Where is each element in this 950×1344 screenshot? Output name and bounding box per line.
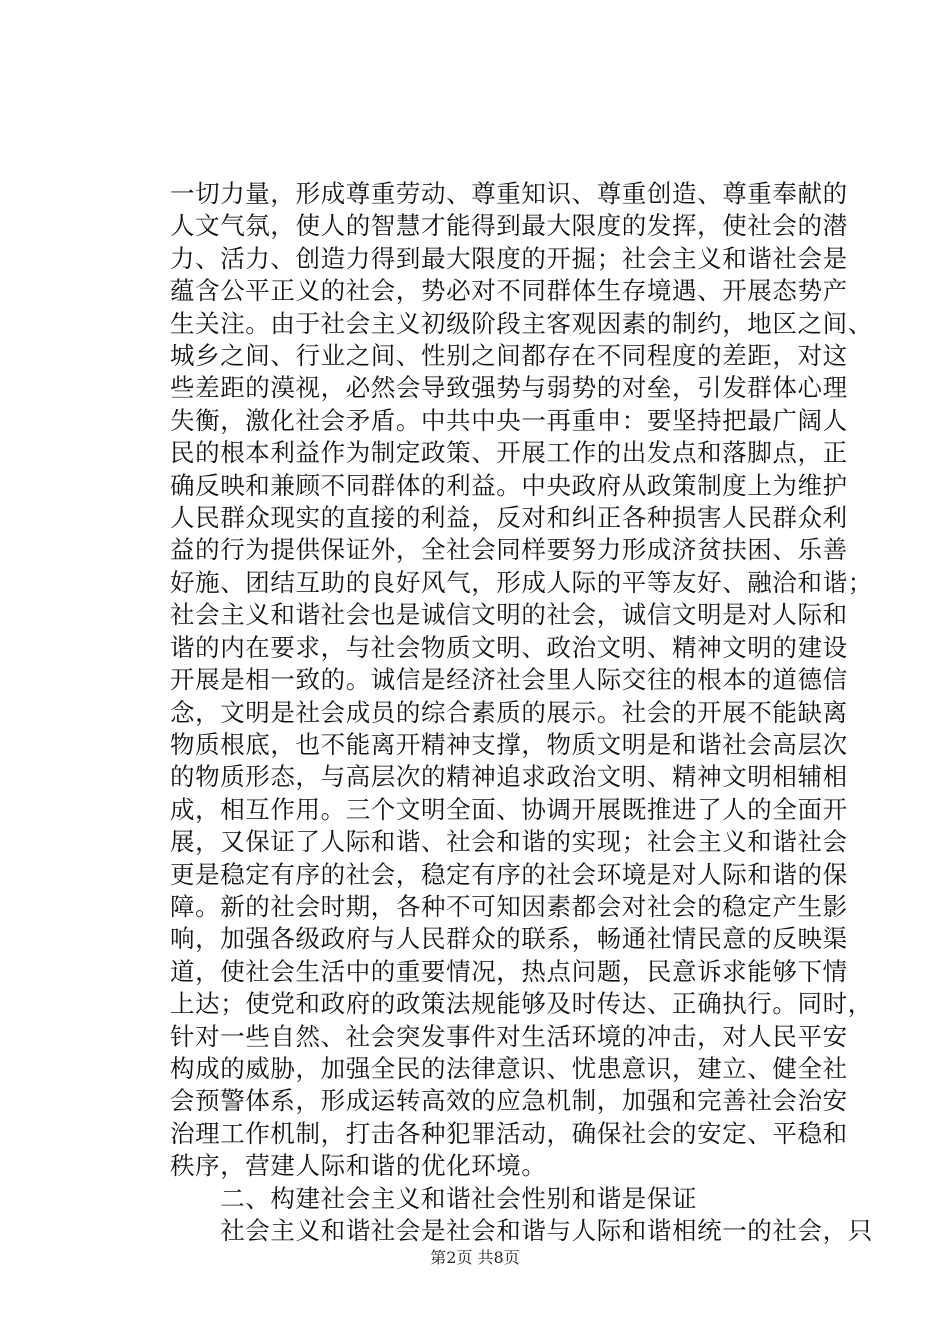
text-line: 道，使社会生活中的重要情况，热点问题，民意诉求能够下情 [170,956,848,986]
text-line: 上达；使党和政府的政策法规能够及时传达、正确执行。同时， [170,989,873,1019]
body-text [170,178,873,1247]
text-line: 城乡之间、行业之间、性别之间都存在不同程度的差距，对这 [170,341,848,371]
text-line: 响，加强各级政府与人民群众的联系，畅通社情民意的反映渠 [170,924,848,954]
text-line: 展，又保证了人际和谐、社会和谐的实现；社会主义和谐社会 [170,827,848,857]
text-line: 针对一些自然、社会突发事件对生活环境的冲击，对人民平安 [170,1021,848,1051]
text-line: 障。新的社会时期，各种不可知因素都会对社会的稳定产生影 [170,891,848,921]
text-line: 确反映和兼顾不同群体的利益。中央政府从政策制度上为维护 [170,470,848,500]
text-line: 念，文明是社会成员的综合素质的展示。社会的开展不能缺离 [170,697,848,727]
text-line: 蕴含公平正义的社会，势必对不同群体生存境遇、开展态势产 [170,276,848,306]
text-line: 秩序，营建人际和谐的优化环境。 [170,1151,547,1181]
page-number: 第2页 共8页 [430,1248,520,1267]
text-line: 社会主义和谐社会是社会和谐与人际和谐相统一的社会，只 [170,1216,873,1245]
text-line: 二、构建社会主义和谐社会性别和谐是保证 [170,1183,698,1213]
text-line: 些差距的漠视，必然会导致强势与弱势的对垒，引发群体心理 [170,373,848,403]
text-line: 会预警体系，形成运转高效的应急机制，加强和完善社会治安 [170,1086,848,1116]
text-line: 成，相互作用。三个文明全面、协调开展既推进了人的全面开 [170,794,848,824]
text-line: 谐的内在要求，与社会物质文明、政治文明、精神文明的建设 [170,632,848,662]
text-line: 民的根本利益作为制定政策、开展工作的出发点和落脚点，正 [170,438,848,468]
text-line: 益的行为提供保证外，全社会同样要努力形成济贫扶困、乐善 [170,535,848,565]
text-line: 失衡，激化社会矛盾。中共中央一再重申：要坚持把最广阔人 [170,405,848,435]
page-footer [0,1245,950,1268]
text-line: 治理工作机制，打击各种犯罪活动，确保社会的安定、平稳和 [170,1118,848,1148]
text-line: 开展是相一致的。诚信是经济社会里人际交往的根本的道德信 [170,665,848,695]
text-line: 物质根底，也不能离开精神支撑，物质文明是和谐社会高层次 [170,729,848,759]
text-line: 的物质形态，与高层次的精神追求政治文明、精神文明相辅相 [170,762,848,792]
text-line: 好施、团结互助的良好风气，形成人际的平等友好、融洽和谐； [170,567,873,597]
text-line: 构成的威胁，加强全民的法律意识、忧患意识，建立、健全社 [170,1053,848,1083]
text-line: 一切力量，形成尊重劳动、尊重知识、尊重创造、尊重奉献的 [170,179,848,208]
text-line: 人文气氛，使人的智慧才能得到最大限度的发挥，使社会的潜 [170,211,848,241]
text-line: 生关注。由于社会主义初级阶段主客观因素的制约，地区之间、 [170,308,873,338]
text-line: 社会主义和谐社会也是诚信文明的社会，诚信文明是对人际和 [170,600,848,630]
text-line: 力、活力、创造力得到最大限度的开掘；社会主义和谐社会是 [170,243,848,273]
text-line: 人民群众现实的直接的利益，反对和纠正各种损害人民群众利 [170,503,848,533]
text-line: 更是稳定有序的社会，稳定有序的社会环境是对人际和谐的保 [170,859,848,889]
